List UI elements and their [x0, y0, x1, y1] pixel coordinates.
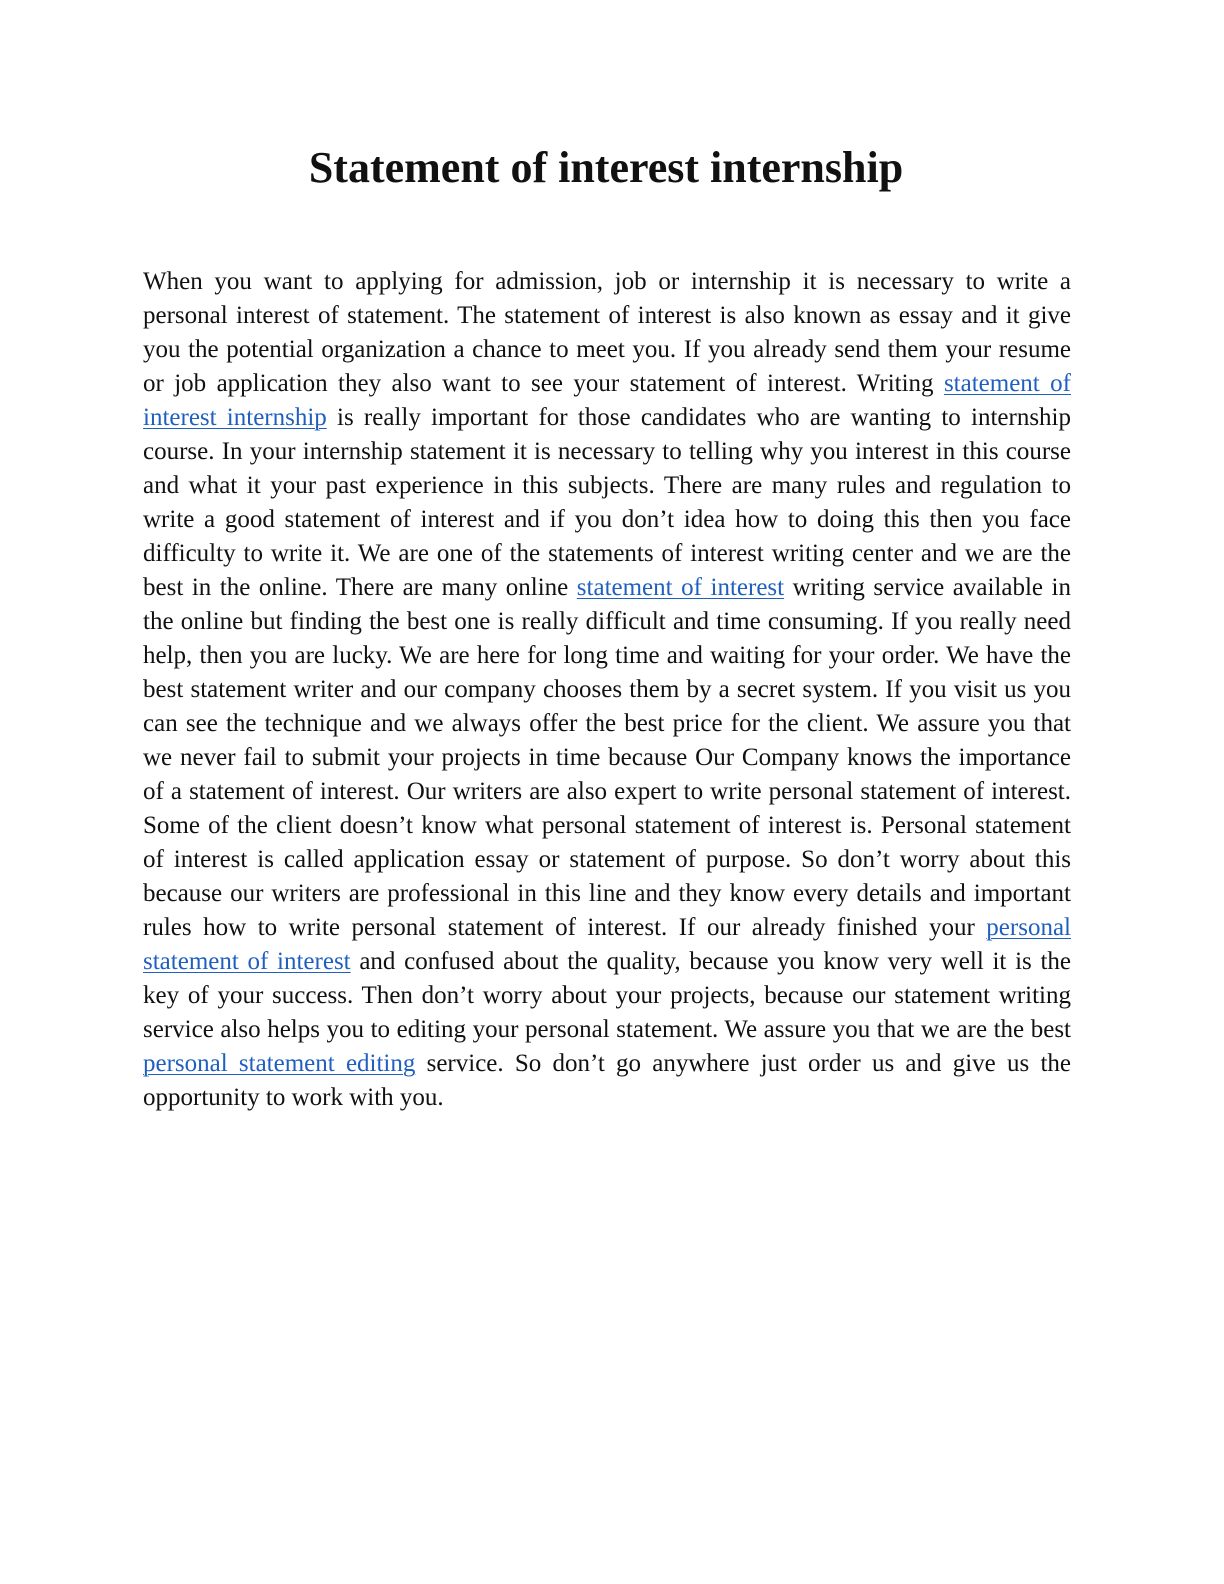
link-statement-of-interest[interactable]: statement of interest — [576, 574, 785, 601]
link-personal-statement-editing[interactable]: personal statement editing — [143, 1050, 416, 1077]
body-paragraph — [143, 265, 1071, 1115]
link-personal-statement-of-interest[interactable]: personal statement of interest — [143, 914, 1071, 975]
body-text-segment: When you want to applying for admission, job or internship it is necessary to write a personal interest of statement. The statement of interest is also known as essay and it give you the potential organization a chance to meet you. If you already send them your resume or job application they also want to see your statement of interest. Writing — [143, 268, 1071, 397]
body-text-segment: is really important for those candidates who are wanting to internship course. In your internship statement it is necessary to telling why you interest in this course and what it your past experience in this subjects. There are many rules and regulation to write a good statement of interest and if you don’t idea how to doing this then you face difficulty to write it. We are one of the statements of interest writing center and we are the best in the online. There are many online — [143, 404, 1071, 601]
body-text-segment: and confused about the quality, because you know very well it is the key of your success. Then don’t worry about your projects, because our statement writing service also helps you to editing your personal statement. We assure you that we are the best — [143, 948, 1071, 1043]
link-statement-of-interest-internship[interactable]: statement of interest internship — [143, 370, 1071, 431]
body-text-segment: writing service available in the online but finding the best one is really difficult and time consuming. If you really need help, then you are lucky. We are here for long time and waiting for your order. We have the best statement writer and our company chooses them by a secret system. If you visit us you can see the technique and we always offer the best price for the client. We assure you that we never fail to submit your projects in time because Our Company knows the importance of a statement of interest. Our writers are also expert to write personal statement of interest. Some of the client doesn’t know what personal statement of interest is. Personal statement of interest is called application essay or statement of purpose. So don’t worry about this because our writers are professional in this line and they know every details and important rules how to write personal statement of interest. If our already finished your — [143, 574, 1071, 941]
page-title: Statement of interest internship — [308, 143, 904, 192]
body-text-segment: service. So don’t go anywhere just order us and give us the opportunity to work with you. — [143, 1050, 1071, 1111]
